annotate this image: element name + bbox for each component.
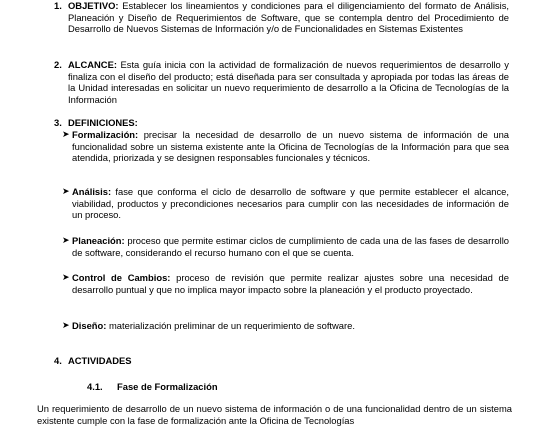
- subsection-number: 4.1.: [87, 381, 103, 392]
- section-actividades: [54, 355, 509, 367]
- definition-text: fase que conforma el ciclo de desarrollo de software y que permite establecer el alcance, viabilidad, productos y precondiciones necesarios para cumplir con las necesidades de información de un proceso.: [72, 186, 509, 221]
- section-text: Establecer los lineamientos y condiciones para el diligenciamiento del formato de Análisis, Planeación y Diseño de Requerimientos de Software, que se contempla dentro del Procedimiento de Desarrollo de Nuevos Sistemas de Información y/o de Funcionalidades en Sistemas Existentes: [68, 0, 509, 35]
- bullet-icon: ➤: [62, 235, 70, 245]
- section-objetivo: [54, 0, 509, 35]
- section-body: [68, 355, 509, 367]
- section-label: OBJETIVO:: [68, 0, 119, 11]
- section-label: ALCANCE:: [68, 59, 117, 70]
- bullet-icon: ➤: [62, 320, 70, 330]
- section-number: 2.: [54, 59, 62, 70]
- section-body: [68, 59, 509, 105]
- section-text: Esta guía inicia con la actividad de formalización de nuevos requerimientos de desarrollo y finaliza con el diseño del producto; está diseñada para ser consultada y apropiada por todas las áreas de la Unidad interesadas en solicitar un nuevo requerimiento de desarrollo a la Oficina de Tecnologías de la Información: [68, 59, 509, 105]
- section-label: ACTIVIDADES: [68, 355, 132, 366]
- section-body: [68, 117, 509, 129]
- definition-term: Planeación:: [72, 235, 125, 246]
- section-number: 1.: [54, 0, 62, 11]
- definition-term: Formalización:: [72, 129, 139, 140]
- definition-term: Análisis:: [72, 186, 112, 197]
- bullet-icon: ➤: [62, 129, 70, 139]
- bullet-icon: ➤: [62, 272, 70, 282]
- bullet-icon: ➤: [62, 186, 70, 196]
- section-number: 3.: [54, 117, 62, 128]
- subsection-title: Fase de Formalización: [117, 381, 218, 392]
- definition-term: Diseño:: [72, 320, 107, 331]
- definition-item: [62, 272, 509, 295]
- section-label: DEFINICIONES:: [68, 117, 138, 128]
- definition-text: proceso que permite estimar ciclos de cumplimiento de cada una de las fases de desarrollo de software, considerando el recurso humano con el que se cuenta.: [72, 235, 509, 258]
- definition-item: [62, 186, 509, 221]
- definition-item: [62, 129, 509, 164]
- section-number: 4.: [54, 355, 62, 366]
- definition-item: [62, 320, 509, 332]
- paragraph-text: Un requerimiento de desarrollo de un nuevo sistema de información o de una funcionalidad dentro de un sistema existente cumple con la fase de formalización ante la Oficina de Tecnologías: [37, 403, 512, 426]
- definition-item: [62, 235, 509, 258]
- section-alcance: [54, 59, 509, 105]
- definition-text: precisar la necesidad de desarrollo de un nuevo sistema de información de una funcionalidad sobre un sistema existente ante la Oficina de Tecnologías de la Información para que sea atendida, priorizada y se designen responsables funcionales y técnicos.: [72, 129, 509, 164]
- definition-text: materialización preliminar de un requerimiento de software.: [106, 320, 355, 331]
- section-definiciones: [54, 117, 509, 129]
- definition-text: proceso de revisión que permite realizar ajustes sobre una necesidad de desarrollo puntual y que no implica mayor impacto sobre la planeación y el producto proyectado.: [72, 272, 509, 295]
- section-body: [68, 0, 509, 35]
- definition-term: Control de Cambios:: [72, 272, 171, 283]
